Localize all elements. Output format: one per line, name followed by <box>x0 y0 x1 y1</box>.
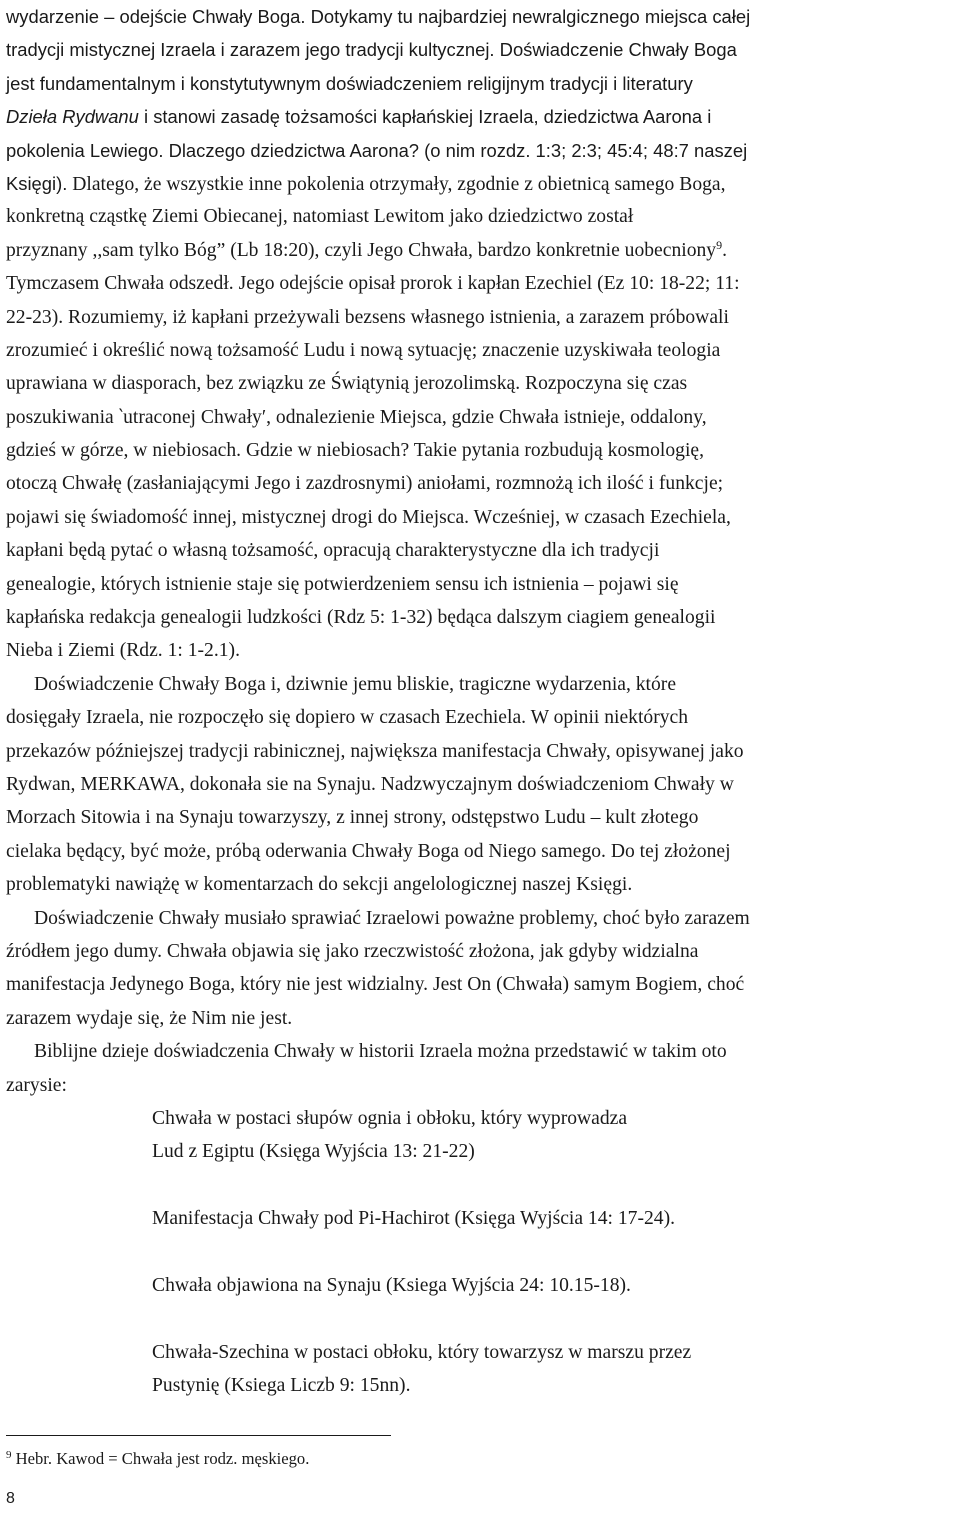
text-line <box>6 33 956 66</box>
text-line <box>6 467 956 500</box>
list-item <box>6 1269 956 1302</box>
list-item <box>6 1369 956 1402</box>
footnote-marker: 9 <box>6 1449 12 1461</box>
text-line <box>6 935 956 968</box>
text-line <box>6 234 956 267</box>
text-run: Rydwan, MERKAWA, dokonała sie na Synaju. Nadzwyczajnym doświadczeniom Chwały w <box>6 773 734 795</box>
text-run: źródłem jego dumy. Chwała objawia się jako rzeczwistość złożona, jak gdyby widzialna <box>6 940 699 962</box>
book-title: Dzieła Rydwanu <box>6 106 139 128</box>
text-line <box>6 167 956 200</box>
text-run: . <box>722 239 727 261</box>
text-run: zarysie: <box>6 1074 67 1096</box>
spacer <box>6 1302 956 1335</box>
text-run: uprawiana w diasporach, bez związku ze Świątynią jerozolimską. Rozpoczyna się czas <box>6 373 688 395</box>
text-run: Dlatego, że wszystkie inne pokolenia otrzymały, zgodnie z obietnicą samego Boga, <box>67 173 726 195</box>
text-line <box>6 301 956 334</box>
text-run: pojawi się świadomość innej, mistycznej drogi do Miejsca. Wcześniej, w czasach Ezechiela, <box>6 506 731 528</box>
text-line <box>6 0 956 33</box>
list-item <box>6 1336 956 1369</box>
spacer <box>6 1235 956 1268</box>
footnote-reference[interactable]: 9 <box>716 237 723 252</box>
text-run: pokolenia Lewiego. Dlaczego dziedzictwa Aarona? (o nim rozdz. 1:3; 2:3; 45:4; 48:7 naszej <box>6 139 748 161</box>
text-run: i stanowi zasadę tożsamości kapłańskiej Izraela, dziedzictwa Aarona i <box>138 106 712 128</box>
text-line <box>6 968 956 1001</box>
text-line <box>6 902 956 935</box>
text-line <box>6 67 956 100</box>
text-run: problematyki nawiążę w komentarzach do sekcji angelologicznej naszej Księgi. <box>6 874 633 896</box>
spacer <box>6 1169 956 1202</box>
text-line <box>6 267 956 300</box>
text-run: kapłani będą pytać o własną tożsamość, opracują charakterystyczne dla ich tradycji <box>6 540 660 562</box>
chronology-list <box>6 1102 956 1403</box>
document-page <box>6 0 956 1402</box>
text-run: jest fundamentalnym i konstytutywnym doświadczeniem religijnym tradycji i literatury <box>6 72 693 94</box>
text-line <box>6 701 956 734</box>
text-line <box>6 367 956 400</box>
text-run: cielaka będący, być może, próbą oderwania Chwały Boga od Niego samego. Do tej złożonej <box>6 840 731 862</box>
text-line <box>6 100 956 133</box>
text-run: Manifestacja Chwały pod Pi-Hachirot (Księga Wyjścia 14: 17-24). <box>152 1208 676 1230</box>
list-item <box>6 1202 956 1235</box>
text-run: Księgi). <box>6 172 68 194</box>
footnote <box>6 1448 309 1470</box>
text-line <box>6 801 956 834</box>
text-line <box>6 868 956 901</box>
text-run: gdzieś w górze, w niebiosach. Gdzie w niebiosach? Takie pytania rozbudują kosmologię, <box>6 440 704 462</box>
text-line <box>6 434 956 467</box>
text-line <box>6 134 956 167</box>
text-line <box>6 668 956 701</box>
text-line <box>6 634 956 667</box>
list-item <box>6 1135 956 1168</box>
text-run: poszukiwania ‵utraconej Chwały′, odnalezienie Miejsca, gdzie Chwała istnieje, oddalony, <box>6 406 707 428</box>
footnote-text: Hebr. Kawod = Chwała jest rodz. męskiego. <box>11 1449 310 1468</box>
text-run: konkretną cząstkę Ziemi Obiecanej, natomiast Lewitom jako dziedzictwo został <box>6 206 634 228</box>
text-run: Morzach Sitowia i na Synaju towarzyszy, z innej strony, odstępstwo Ludu – kult złotego <box>6 807 699 829</box>
text-line <box>6 568 956 601</box>
text-line <box>6 534 956 567</box>
text-line <box>6 768 956 801</box>
text-run: Chwała w postaci słupów ognia i obłoku, który wyprowadza <box>152 1107 628 1129</box>
text-line <box>6 1035 956 1068</box>
text-line <box>6 735 956 768</box>
text-run: genealogie, których istnienie staje się potwierdzeniem sensu ich istnienia – pojawi się <box>6 573 679 595</box>
text-line <box>6 601 956 634</box>
footnote-divider <box>6 1435 391 1436</box>
text-run: Chwała objawiona na Synaju (Ksiega Wyjścia 24: 10.15-18). <box>152 1274 631 1296</box>
text-run: Chwała-Szechina w postaci obłoku, który towarzysz w marszu przez <box>152 1341 692 1363</box>
text-run: otoczą Chwałę (zasłaniającymi Jego i zazdrosnymi) aniołami, rozmnożą ich ilość i funkcje; <box>6 473 724 495</box>
text-line <box>6 501 956 534</box>
text-line <box>6 1069 956 1102</box>
text-run: kapłańska redakcja genealogii ludzkości (Rdz 5: 1-32) będąca dalszym ciagiem genealogii <box>6 607 716 629</box>
text-line <box>6 1002 956 1035</box>
text-run: Rozumiemy, iż kapłani przeżywali bezsens własnego istnienia, a zarazem próbowali <box>63 306 729 328</box>
text-line <box>6 835 956 868</box>
text-run: dosięgały Izraela, nie rozpoczęło się dopiero w czasach Ezechiela. W opinii niektórych <box>6 707 689 729</box>
text-run: Doświadczenie Chwały musiało sprawiać Izraelowi poważne problemy, choć było zarazem <box>34 907 750 929</box>
text-line <box>6 200 956 233</box>
page-number: 8 <box>6 1490 15 1507</box>
text-line <box>6 334 956 367</box>
text-run: Lud z Egiptu (Księga Wyjścia 13: 21-22) <box>152 1141 475 1163</box>
text-run: Pustynię (Ksiega Liczb 9: 15nn). <box>152 1375 411 1397</box>
text-run: Tymczasem Chwała odszedł. Jego odejście opisał prorok i kapłan Ezechiel (Ez 10: 18-22; 11: <box>6 273 740 295</box>
text-run: przyznany ,,sam tylko Bóg” (Lb 18:20), czyli Jego Chwała, bardzo konkretnie uobecniony <box>6 239 717 261</box>
text-run: zarazem wydaje się, że Nim nie jest. <box>6 1007 293 1029</box>
text-run: zrozumieć i określić nową tożsamość Ludu i nową sytuację; znaczenie uzyskiwała teologia <box>6 339 721 361</box>
text-run: wydarzenie – odejście Chwały Boga. Dotykamy tu najbardziej newralgicznego miejsca całej <box>6 6 751 27</box>
text-run: Doświadczenie Chwały Boga i, dziwnie jemu bliskie, tragiczne wydarzenia, które <box>34 673 677 695</box>
text-run: manifestacja Jedynego Boga, który nie jest widzialny. Jest On (Chwała) samym Bogiem, choć <box>6 974 745 996</box>
text-run: Doświadczenie Chwały Boga <box>494 39 737 61</box>
text-run: Biblijne dzieje doświadczenia Chwały w historii Izraela można przedstawić w takim oto <box>34 1041 727 1063</box>
text-run: Nieba i Ziemi (Rdz. 1: 1-2.1). <box>6 640 240 662</box>
text-line <box>6 401 956 434</box>
text-run: tradycji mistycznej Izraela i zarazem jego tradycji kultycznej. <box>6 39 495 61</box>
text-run: 22-23). <box>6 306 64 328</box>
list-item <box>6 1102 956 1135</box>
text-run: przekazów późniejszej tradycji rabinicznej, największa manifestacja Chwały, opisywanej jako <box>6 740 744 762</box>
